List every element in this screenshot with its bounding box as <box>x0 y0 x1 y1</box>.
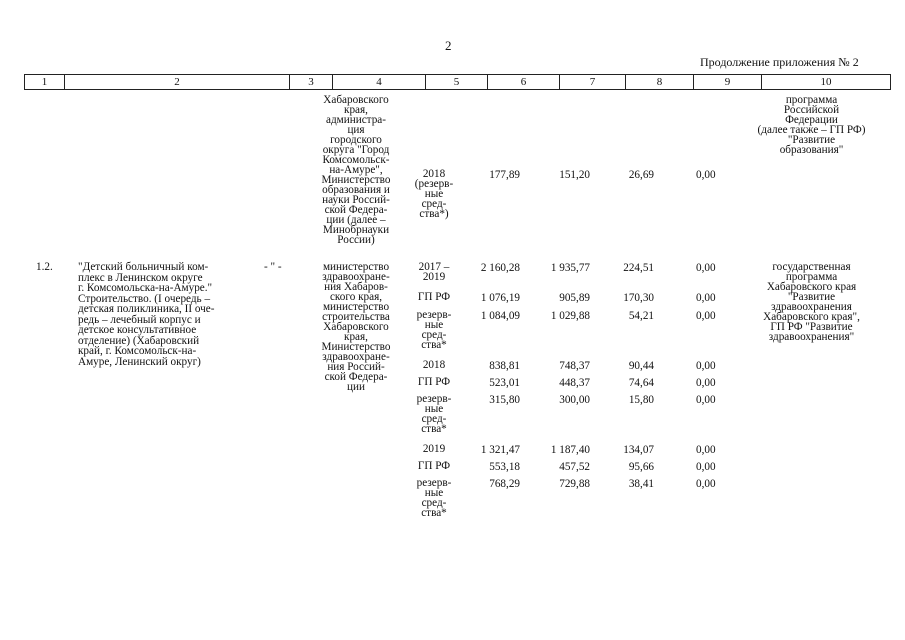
text-line: ской Федера- <box>324 371 388 383</box>
text-line: министерство <box>322 301 390 313</box>
text-line: государственная <box>772 261 851 273</box>
item-col10-program <box>745 262 878 342</box>
finance-row-col8: 15,80 <box>628 394 654 406</box>
finance-row-col9: 0,00 <box>696 262 716 274</box>
top-row-year <box>405 169 463 219</box>
finance-row-col8: 170,30 <box>623 292 654 304</box>
finance-row-col9: 0,00 <box>696 377 716 389</box>
text-line: 2019 <box>422 271 446 283</box>
item-col4-executors <box>313 262 399 392</box>
text-line: ства*) <box>419 208 449 220</box>
finance-row-col9: 0,00 <box>696 292 716 304</box>
finance-row-col7: 457,52 <box>559 461 590 473</box>
text-line: плекс в Ленинском округе <box>78 271 203 284</box>
finance-row-label <box>405 262 463 282</box>
text-line: отделение) (Хабаровский <box>78 334 200 347</box>
top-row-col7: 151,20 <box>559 169 590 181</box>
text-line: России) <box>337 234 375 246</box>
finance-row-col7: 729,88 <box>559 478 590 490</box>
text-line: Хабаровского края", <box>763 311 860 323</box>
finance-row-label <box>405 478 463 518</box>
text-line: (резерв- <box>414 178 454 190</box>
item-col3-ditto: - " - <box>264 261 282 273</box>
text-line: программа <box>785 271 838 283</box>
finance-row-col6: 838,81 <box>489 360 520 372</box>
text-line: администра- <box>326 114 386 126</box>
text-line: г. Комсомольска-на-Амуре." <box>78 282 213 294</box>
finance-row-col6: 2 160,28 <box>480 262 520 274</box>
text-line: Хабаровского <box>323 321 389 333</box>
text-line: Минобрнауки <box>322 224 390 236</box>
text-line: ции <box>347 381 365 393</box>
text-line: Хабаровского <box>323 94 389 106</box>
finance-row-col9: 0,00 <box>696 444 716 456</box>
text-line: ской Федера- <box>324 204 388 216</box>
text-line: край, г. Комсомольск-на- <box>78 345 197 357</box>
text-line: ГП РФ <box>417 460 451 472</box>
finance-row-col6: 315,80 <box>489 394 520 406</box>
text-line: ского края, <box>329 291 383 303</box>
finance-row-col7: 1 935,77 <box>550 262 590 274</box>
text-line: ции (далее – <box>326 214 386 226</box>
finance-row-label <box>405 461 463 471</box>
column-header-3: 3 <box>290 75 333 90</box>
text-line: ция <box>347 124 365 136</box>
text-line: 2019 <box>422 443 446 455</box>
continuation-label: Продолжение приложения № 2 <box>700 55 859 69</box>
finance-row-col7: 448,37 <box>559 377 590 389</box>
finance-row-label <box>405 394 463 434</box>
text-line: края, <box>344 331 368 343</box>
finance-row-col8: 90,44 <box>628 360 654 372</box>
page-number: 2 <box>445 38 452 53</box>
text-line: здравоохране- <box>322 351 390 363</box>
text-line: ные <box>424 403 444 415</box>
finance-row-label <box>405 444 463 454</box>
text-line: ГП РФ "Развитие <box>770 321 853 333</box>
finance-row-col9: 0,00 <box>696 360 716 372</box>
text-line: сред- <box>421 329 447 341</box>
column-header-4: 4 <box>333 75 426 90</box>
column-header-5: 5 <box>426 75 488 90</box>
column-header-6: 6 <box>488 75 560 90</box>
finance-row-col7: 748,37 <box>559 360 590 372</box>
top-col10-program <box>745 95 878 155</box>
text-line: 2018 <box>422 168 446 180</box>
finance-row-col7: 905,89 <box>559 292 590 304</box>
finance-row-col8: 95,66 <box>628 461 654 473</box>
text-line: строительства <box>322 311 390 323</box>
text-line: городского <box>330 134 382 146</box>
finance-row-label <box>405 360 463 370</box>
text-line: резерв- <box>416 477 452 489</box>
finance-row-col7: 1 187,40 <box>550 444 590 456</box>
text-line: округа "Город <box>322 144 390 156</box>
text-line: Строительство. (I очередь – <box>78 292 211 305</box>
text-line: "Развитие <box>787 291 836 303</box>
text-line: ГП РФ <box>417 291 451 303</box>
text-line: ства* <box>421 339 447 351</box>
text-line: здравоохранения" <box>768 331 855 343</box>
finance-row-col6: 768,29 <box>489 478 520 490</box>
text-line: ГП РФ <box>417 376 451 388</box>
text-line: детская поликлиника, II оче- <box>78 303 215 315</box>
finance-row-label <box>405 310 463 350</box>
finance-row-col9: 0,00 <box>696 478 716 490</box>
top-col4-executors <box>313 95 399 245</box>
text-line: "Развитие <box>787 134 836 146</box>
finance-row-col8: 38,41 <box>628 478 654 490</box>
finance-row-label <box>405 292 463 302</box>
text-line: резерв- <box>416 393 452 405</box>
finance-row-col6: 553,18 <box>489 461 520 473</box>
text-line: ные <box>424 487 444 499</box>
finance-row-col8: 134,07 <box>623 444 654 456</box>
text-line: программа <box>785 94 838 106</box>
text-line: Амуре, Ленинский округ) <box>78 355 201 368</box>
text-line: Министерство <box>321 341 391 353</box>
text-line: края, <box>344 104 368 116</box>
text-line: ства* <box>421 507 447 519</box>
text-line: "Детский больничный ком- <box>78 261 209 273</box>
text-line: 2018 <box>422 359 446 371</box>
column-header-1: 1 <box>25 75 65 90</box>
text-line: Российской <box>783 104 840 116</box>
text-line: ные <box>424 319 444 331</box>
column-header-8: 8 <box>626 75 694 90</box>
text-line: здравоохране- <box>322 271 390 283</box>
column-header-10: 10 <box>762 75 891 90</box>
text-line: сред- <box>421 413 447 425</box>
finance-row-col7: 1 029,88 <box>550 310 590 322</box>
column-header-row <box>24 74 891 90</box>
column-header-7: 7 <box>560 75 626 90</box>
text-line: образования и <box>322 184 390 196</box>
finance-row-col9: 0,00 <box>696 461 716 473</box>
finance-row-col9: 0,00 <box>696 310 716 322</box>
finance-row-col6: 1 076,19 <box>480 292 520 304</box>
finance-row-col8: 54,21 <box>628 310 654 322</box>
text-line: сред- <box>421 198 447 210</box>
finance-row-col8: 74,64 <box>628 377 654 389</box>
text-line: резерв- <box>416 309 452 321</box>
text-line: здравоохранения <box>771 301 852 313</box>
text-line: 2017 – <box>418 261 450 273</box>
text-line: ные <box>424 188 444 200</box>
finance-row-col6: 523,01 <box>489 377 520 389</box>
text-line: редь – лечебный корпус и <box>78 313 201 326</box>
text-line: науки Россий- <box>322 194 390 206</box>
finance-row-col7: 300,00 <box>559 394 590 406</box>
finance-row-col8: 224,51 <box>623 262 654 274</box>
text-line: Хабаровского края <box>766 281 857 293</box>
text-line: Федерации <box>785 114 838 126</box>
text-line: образования" <box>779 144 844 156</box>
column-header-9: 9 <box>694 75 762 90</box>
item-name <box>78 262 236 367</box>
finance-row-col6: 1 084,09 <box>480 310 520 322</box>
top-row-col9: 0,00 <box>696 169 716 181</box>
text-line: (далее также – ГП РФ) <box>757 124 866 136</box>
text-line: сред- <box>421 497 447 509</box>
item-number: 1.2. <box>36 261 53 273</box>
text-line: детское консультативное <box>78 324 197 336</box>
column-header-2: 2 <box>65 75 290 90</box>
finance-row-label <box>405 377 463 387</box>
top-row-col6: 177,89 <box>489 169 520 181</box>
text-line: ния Хабаров- <box>324 281 388 293</box>
text-line: Министерство <box>321 174 391 186</box>
top-row-col8: 26,69 <box>628 169 654 181</box>
text-line: ства* <box>421 423 447 435</box>
finance-row-col9: 0,00 <box>696 394 716 406</box>
text-line: министерство <box>322 261 390 273</box>
text-line: ния Россий- <box>327 361 385 373</box>
finance-row-col6: 1 321,47 <box>480 444 520 456</box>
text-line: на-Амуре", <box>329 164 383 176</box>
text-line: Комсомольск- <box>322 154 390 166</box>
